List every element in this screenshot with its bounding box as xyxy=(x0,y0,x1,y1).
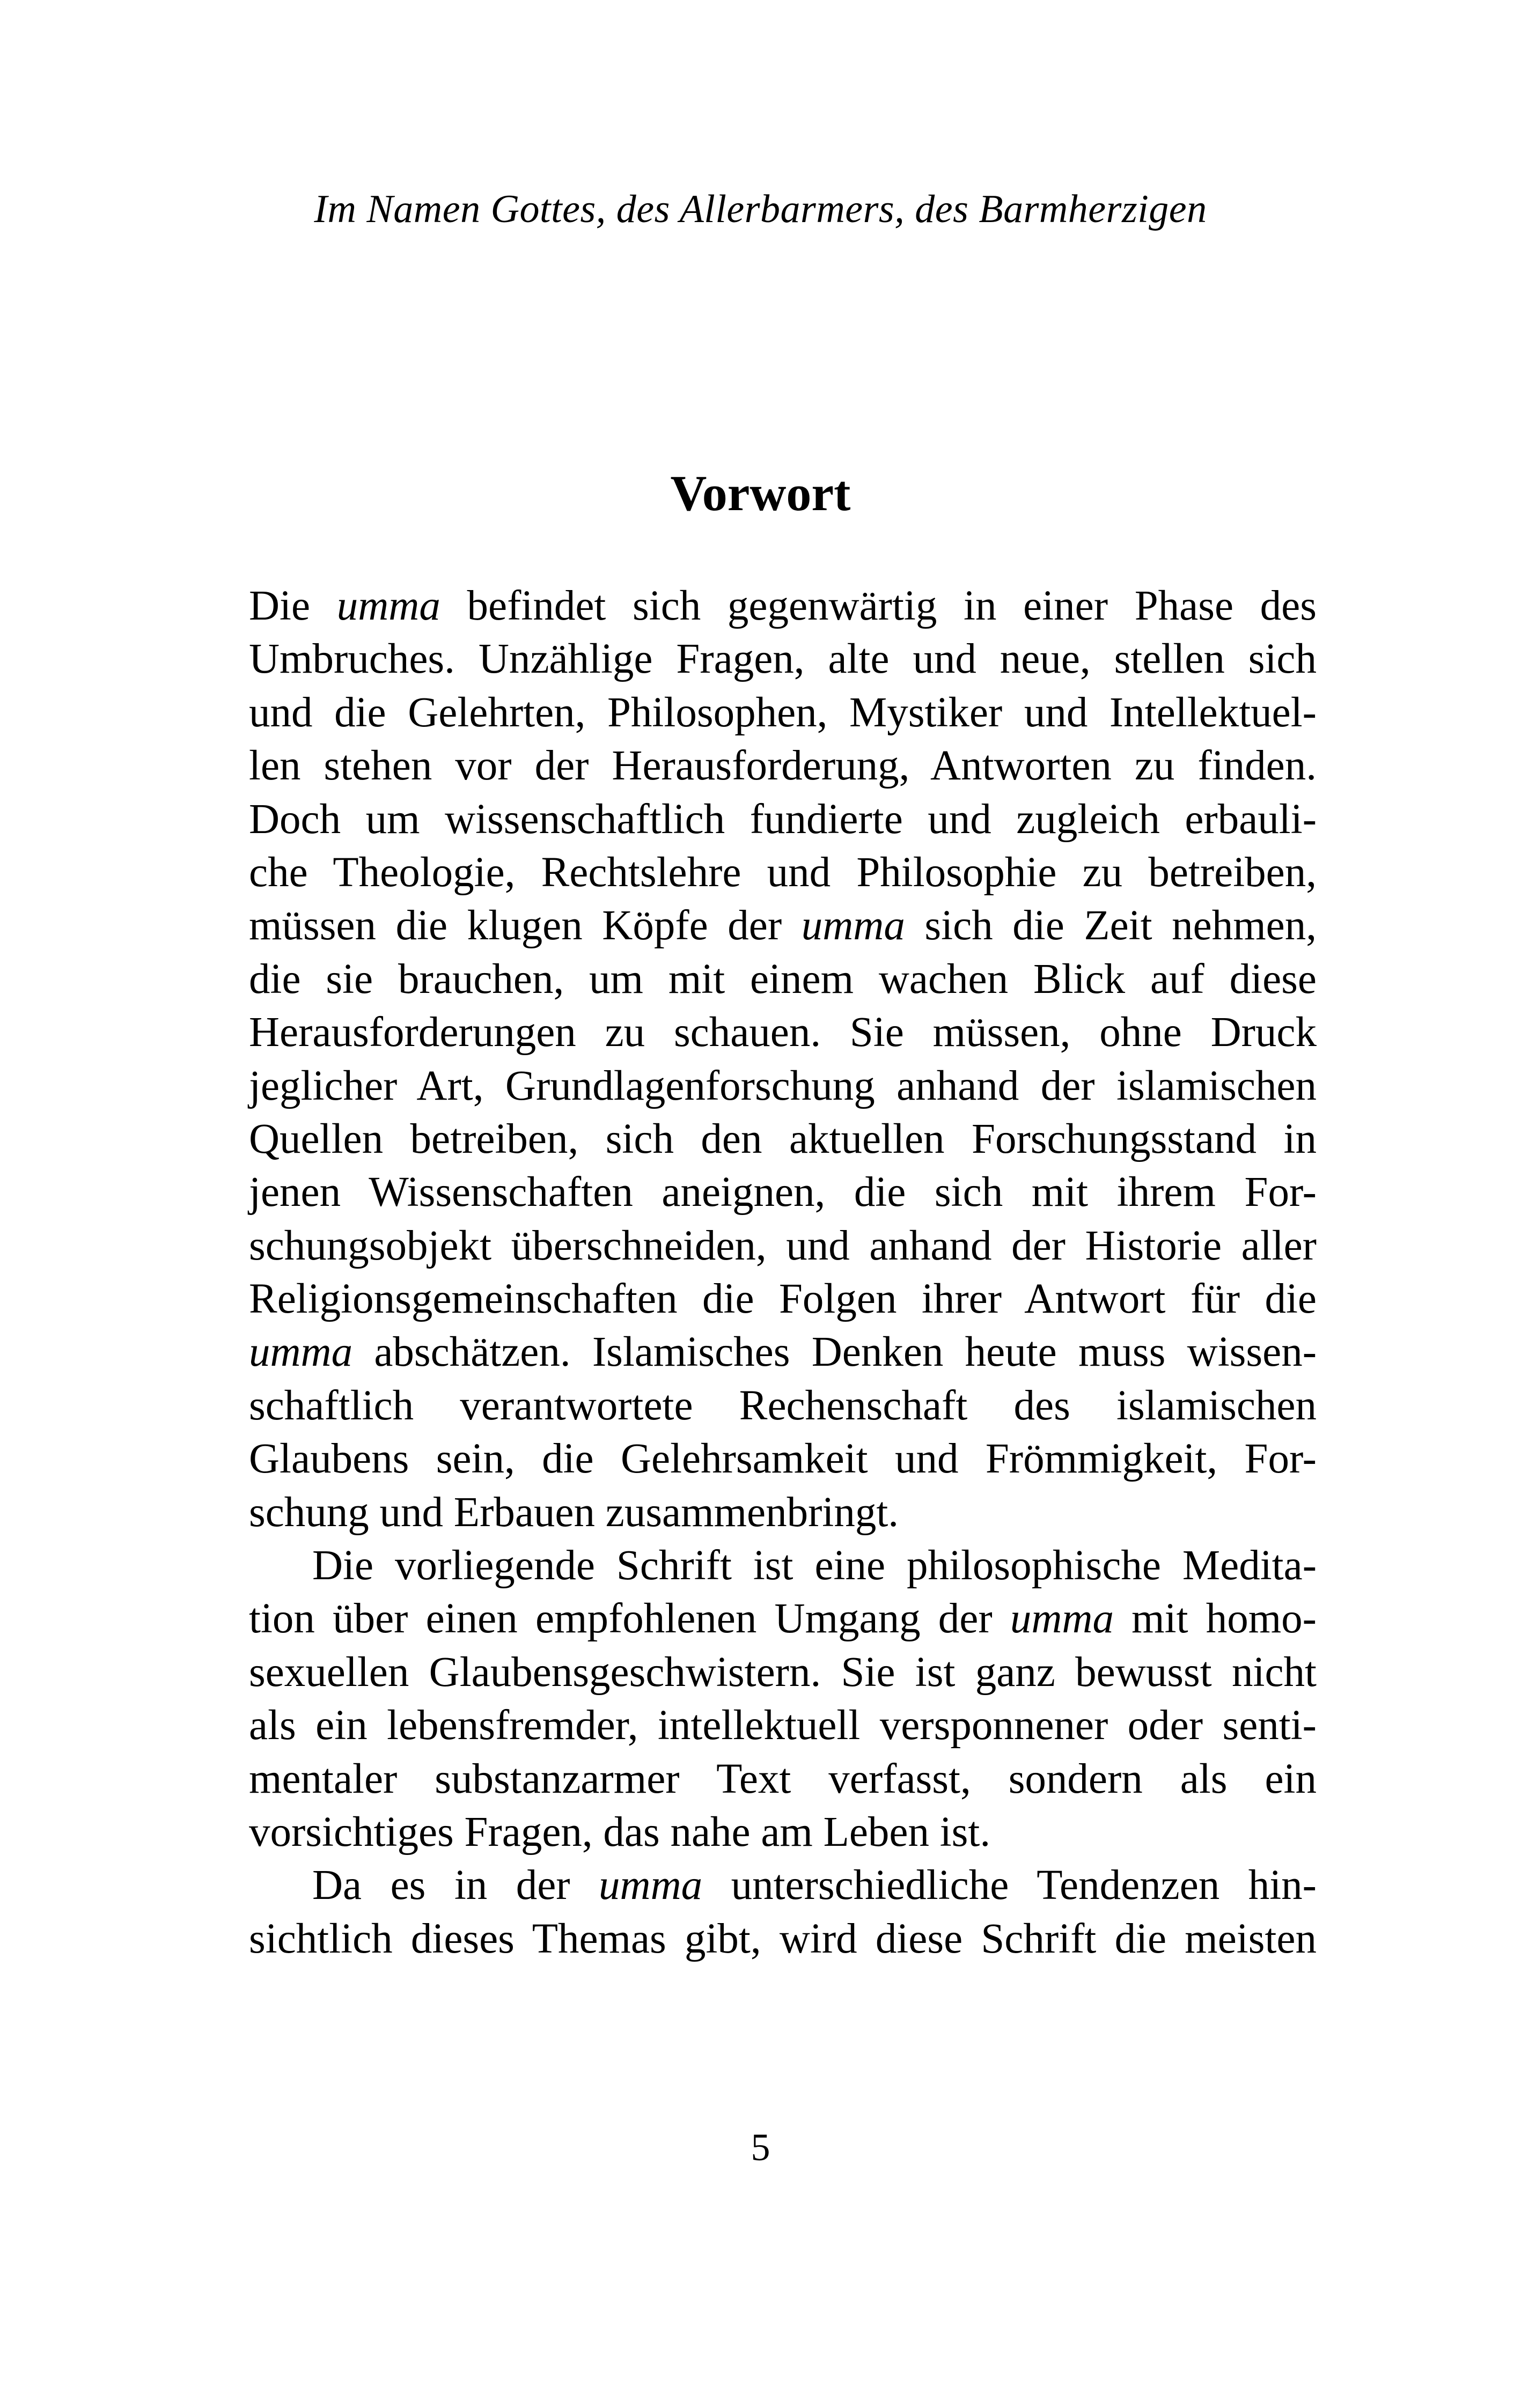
text-line: Herausforderungen zu schauen. Sie müssen, ohne Druck xyxy=(249,1009,1317,1056)
text-line: Glaubens sein, die Gelehrsamkeit und Frömmigkeit, For- xyxy=(249,1435,1317,1483)
text-line: jenen Wissenschaften aneignen, die sich mit ihrem For- xyxy=(249,1169,1317,1216)
page-number: 5 xyxy=(751,2126,770,2169)
text-line: Umbruches. Unzählige Fragen, alte und neue, stellen sich xyxy=(249,636,1317,683)
text-line: müssen die klugen Köpfe der umma sich die Zeit nehmen, xyxy=(249,902,1317,949)
text-line: Da es in der umma unterschiedliche Tendenzen hin- xyxy=(312,1862,1317,1909)
text-line: umma abschätzen. Islamisches Denken heute muss wissen- xyxy=(249,1329,1317,1376)
text-line: mentaler substanzarmer Text verfasst, sondern als ein xyxy=(249,1755,1317,1802)
page-title: Vorwort xyxy=(670,466,851,521)
text-line: schungsobjekt überschneiden, und anhand der Historie aller xyxy=(249,1222,1317,1269)
text-line: Die umma befindet sich gegenwärtig in einer Phase des xyxy=(249,583,1317,629)
text-line: die sie brauchen, um mit einem wachen Blick auf diese xyxy=(249,955,1317,1003)
invocation-header: Im Namen Gottes, des Allerbarmers, des Barmherzigen xyxy=(314,187,1207,231)
text-line: Doch um wissenschaftlich fundierte und zugleich erbauli- xyxy=(249,796,1317,843)
text-line: tion über einen empfohlenen Umgang der umma mit homo- xyxy=(249,1595,1317,1643)
text-line: schung und Erbauen zusammenbringt. xyxy=(249,1489,899,1536)
text-line: Religionsgemeinschaften die Folgen ihrer Antwort für die xyxy=(249,1276,1317,1323)
text-line: als ein lebensfremder, intellektuell versponnener oder senti- xyxy=(249,1702,1317,1749)
text-line: Quellen betreiben, sich den aktuellen Forschungsstand in xyxy=(249,1115,1317,1162)
body-text xyxy=(249,579,1317,1965)
text-line: Die vorliegende Schrift ist eine philosophische Medita- xyxy=(312,1542,1317,1589)
text-line: sexuellen Glaubensgeschwistern. Sie ist ganz bewusst nicht xyxy=(249,1648,1317,1696)
paragraph-2 xyxy=(249,1539,1317,1859)
text-line: und die Gelehrten, Philosophen, Mystiker und Intellektuel- xyxy=(249,689,1317,736)
text-line: len stehen vor der Herausforderung, Antworten zu finden. xyxy=(249,742,1317,790)
text-line: sichtlich dieses Themas gibt, wird diese Schrift die meisten xyxy=(249,1915,1317,1962)
text-line: vorsichtiges Fragen, das nahe am Leben ist. xyxy=(249,1808,991,1855)
paragraph-3 xyxy=(249,1859,1317,1965)
text-line: schaftlich verantwortete Rechenschaft des islamischen xyxy=(249,1382,1317,1429)
paragraph-1 xyxy=(249,579,1317,1539)
text-line: che Theologie, Rechtslehre und Philosophie zu betreiben, xyxy=(249,849,1317,896)
text-line: jeglicher Art, Grundlagenforschung anhand der islamischen xyxy=(249,1062,1317,1109)
